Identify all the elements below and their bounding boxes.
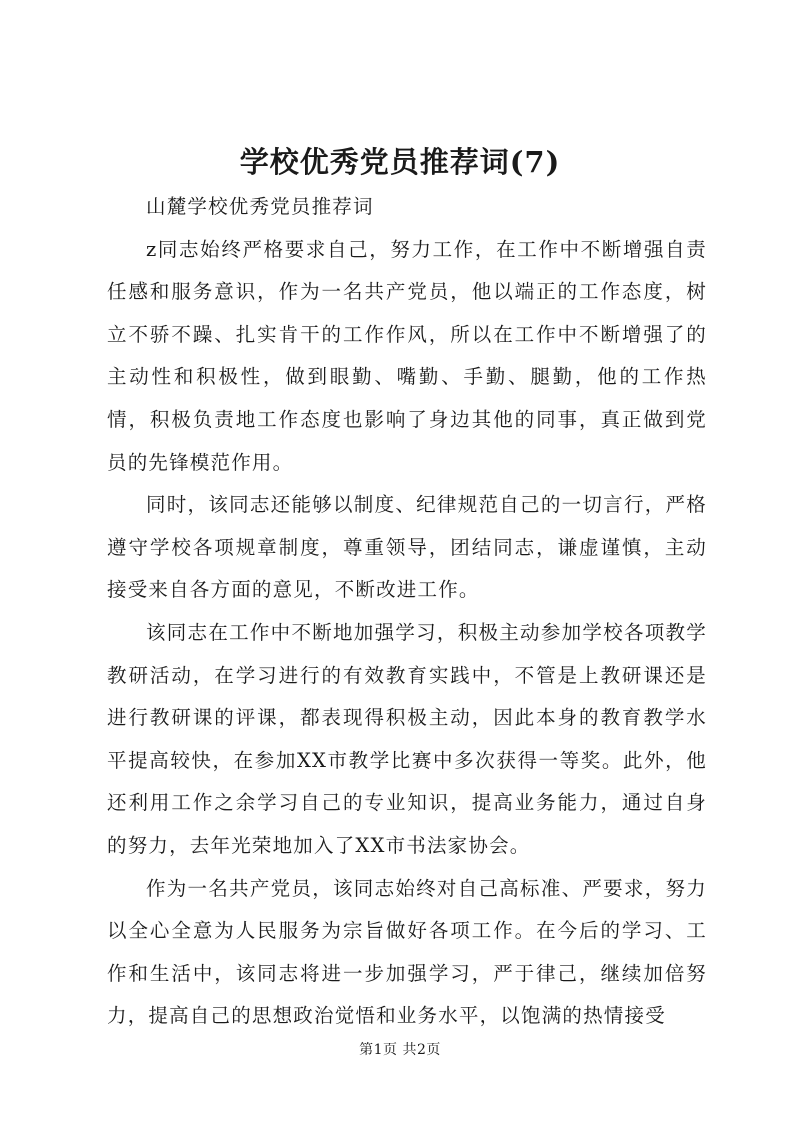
paragraph-subtitle: 山麓学校优秀党员推荐词: [146, 195, 374, 218]
paragraph: 同时，该同志还能够以制度、纪律规范自己的一切言行，严格遵守学校各项规章制度，尊重领导，团结同志，谦虚谨慎，主动接受来自各方面的意见，不断改进工作。: [107, 493, 707, 602]
paragraph: 该同志在工作中不断地加强学习，积极主动参加学校各项教学教研活动，在学习进行的有效教育实践中，不管是上教研课还是进行教研课的评课，都表现得积极主动，因此本身的教育教学水平提高较快，在参加XX市教学比赛中多次获得一等奖。此外，他还利用工作之余学习自己的专业知识，提高业务能力，通过自身的努力，去年光荣地加入了XX市书法家协会。: [107, 620, 707, 857]
document-body: [107, 186, 707, 1038]
page-footer: 第1页 共2页: [359, 1042, 441, 1058]
paragraph: 作为一名共产党员，该同志始终对自己高标准、严要求，努力以全心全意为人民服务为宗旨做好各项工作。在今后的学习、工作和生活中，该同志将进一步加强学习，严于律己，继续加倍努力，提高自己的思想政治觉悟和业务水平，以饱满的热情接受: [107, 876, 707, 1028]
paragraph: z同志始终严格要求自己，努力工作，在工作中不断增强自责任感和服务意识，作为一名共产党员，他以端正的工作态度，树立不骄不躁、扎实肯干的工作作风，所以在工作中不断增强了的主动性和积极性，做到眼勤、嘴勤、手勤、腿勤，他的工作热情，积极负责地工作态度也影响了身边其他的同事，真正做到党员的先锋模范作用。: [107, 237, 707, 474]
document-title: 学校优秀党员推荐词(7): [239, 145, 561, 179]
